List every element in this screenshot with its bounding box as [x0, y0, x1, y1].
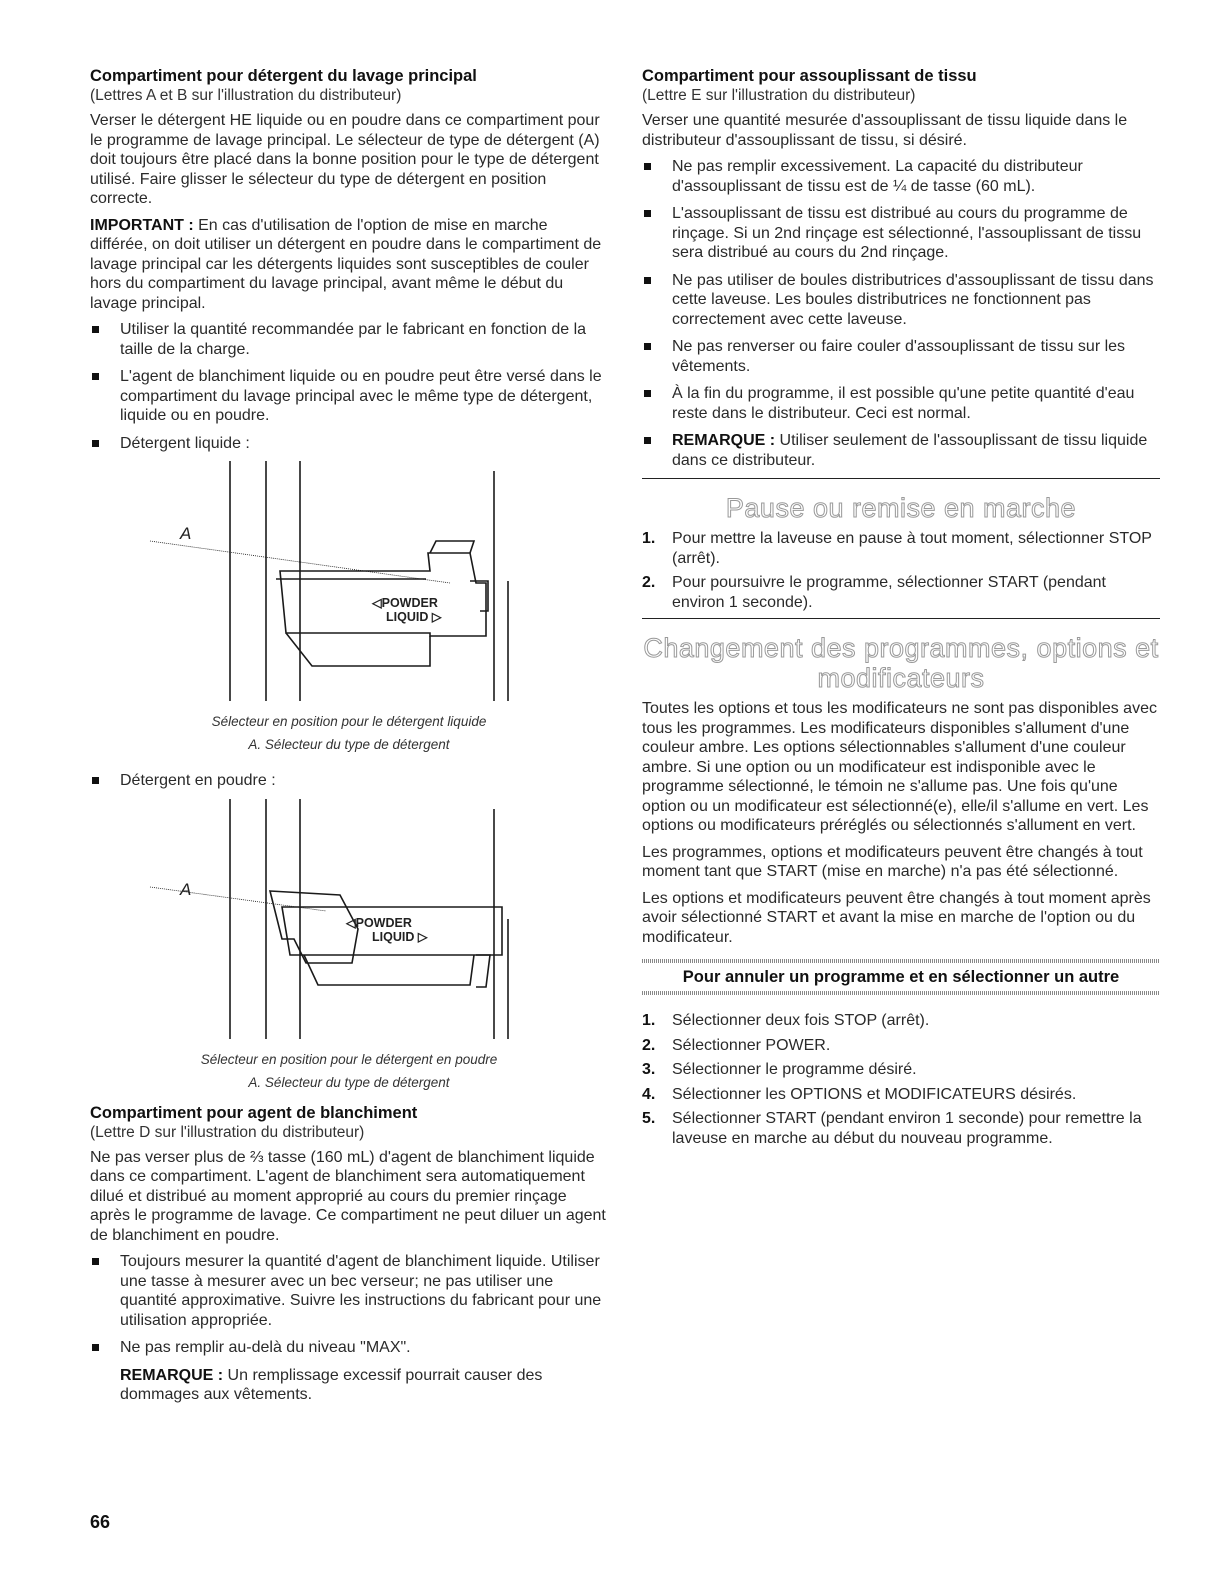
pause-heading: Pause ou remise en marche [725, 493, 1077, 523]
change-paragraph-1: Toutes les options et tous les modificateurs ne sont pas disponibles avec tous les programmes. Les modificateurs disponibles s'allument d'une couleur ambre. Les options sélectionnables s'allument d'une couleur ambre. Si une option ou un modificateur est indisponible avec le programme sélectionné, le témoin ne s'allume pas. Une fois qu'une option ou un modificateur est sélectionné(e), elle/il s'allume en vert. Les options ou modificateurs préréglés ou sélectionnés s'allument en vert. [642, 700, 1157, 834]
list-item: Détergent liquide : [90, 434, 608, 454]
step-text: Sélectionner deux fois STOP (arrêt). [672, 1012, 930, 1029]
bleach-paragraph: Ne pas verser plus de ⅔ tasse (160 mL) d'agent de blanchiment liquide dans ce compartiment. L'agent de blanchiment sera automatiquement dilué et distribué au moment approprié au cours du premier rinçage après le programme de lavage. Ce compartiment ne peut diluer un agent de blanchiment en poudre. [90, 1148, 606, 1244]
main-wash-title: Compartiment pour détergent du lavage principal [90, 67, 477, 85]
list-item: Toujours mesurer la quantité d'agent de blanchiment liquide. Utiliser une tasse à mesurer avec un bec verseur; ne pas utiliser une quantité approximative. Suivre les instructions du fabricant pour une utilisation appropriée. [90, 1252, 608, 1330]
list-item: Utiliser la quantité recommandée par le fabricant en fonction de la taille de la charge. [90, 320, 608, 359]
remark-text: Utiliser seulement de l'assouplissant de tissu liquide dans ce distributeur. [672, 432, 1148, 469]
figure-legend: A. Sélecteur du type de détergent [248, 1074, 450, 1090]
list-item: Détergent en poudre : [90, 771, 608, 791]
liquid-position-figure [90, 461, 608, 753]
list-item: À la fin du programme, il est possible qu'une petite quantité d'eau reste dans le distributeur. Ceci est normal. [642, 384, 1160, 423]
step-number: 2. [642, 574, 656, 591]
important-paragraph [90, 216, 608, 314]
powder-position-figure [90, 799, 608, 1091]
change-heading-line2: modificateurs [817, 663, 985, 693]
bleach-bullets [90, 1252, 608, 1358]
figure-legend: A. Sélecteur du type de détergent [248, 737, 450, 752]
step-text: Sélectionner les OPTIONS et MODIFICATEURS désirés. [672, 1085, 1077, 1103]
bleach-subtitle: (Lettre D sur l'illustration du distributeur) [90, 1123, 365, 1141]
step-number: 4. [642, 1085, 656, 1103]
label-a: A [180, 879, 192, 899]
list-item [642, 1060, 1160, 1080]
step-number: 2. [642, 1036, 656, 1054]
main-wash-bullets [90, 320, 608, 453]
cancel-steps [642, 1011, 1160, 1148]
section-divider [642, 618, 1160, 619]
list-item [642, 1109, 1160, 1148]
list-item [642, 1085, 1160, 1105]
remark-label: REMARQUE : [672, 432, 776, 449]
step-number: 3. [642, 1061, 656, 1078]
softener-title: Compartiment pour assouplissant de tissu [642, 67, 977, 85]
page-number: 66 [90, 1512, 111, 1532]
step-text: Sélectionner POWER. [672, 1036, 831, 1054]
important-label: IMPORTANT : [90, 216, 194, 234]
softener-bullets [642, 157, 1160, 470]
list-item [642, 431, 1160, 470]
step-number: 1. [642, 1012, 656, 1029]
liquid-label: LIQUID ▷ [372, 929, 428, 944]
bleach-title: Compartiment pour agent de blanchiment [90, 1103, 418, 1122]
change-heading-line1: Changement des programmes, options et [643, 633, 1159, 663]
liquid-label: LIQUID ▷ [386, 610, 442, 624]
step-text: Pour mettre la laveuse en pause à tout moment, sélectionner STOP (arrêt). [672, 530, 1152, 567]
cancel-program-subhead: Pour annuler un programme et en sélectionner un autre [682, 968, 1120, 986]
subhead-rule-bottom [642, 991, 1160, 995]
list-item: Ne pas remplir au-delà du niveau "MAX". [90, 1338, 608, 1358]
step-text: Sélectionner le programme désiré. [672, 1061, 917, 1078]
section-divider [642, 478, 1160, 479]
powder-label: ◁POWDER [346, 915, 412, 930]
subhead-rule-top [642, 959, 1160, 963]
change-paragraph-3: Les options et modificateurs peuvent être changés à tout moment après avoir sélectionné START et avant la mise en marche de l'option ou du modificateur. [642, 889, 1151, 946]
list-item [642, 529, 1160, 568]
important-text: En cas d'utilisation de l'option de mise en marche différée, on doit utiliser un détergent en poudre dans le compartiment de lavage principal car les détergents liquides sont susceptibles de couler hors du compartiment du lavage principal, avant même le début du lavage principal. [90, 216, 602, 312]
list-item: Ne pas remplir excessivement. La capacité du distributeur d'assouplissant de tissu est de ¼ de tasse (60 mL). [642, 157, 1160, 196]
step-number: 1. [642, 530, 656, 547]
label-a: A [180, 524, 192, 543]
softener-subtitle: (Lettre E sur l'illustration du distributeur) [642, 87, 916, 104]
list-item: L'assouplissant de tissu est distribué au cours du programme de rinçage. Si un 2nd rinçage est sélectionné, l'assouplissant de tissu sera distribué au cours du 2nd rinçage. [642, 204, 1160, 263]
main-wash-paragraph: Verser le détergent HE liquide ou en poudre dans ce compartiment pour le programme de lavage principal. Le sélecteur de type de détergent (A) doit toujours être placé dans la bonne position pour le type de détergent utilisé. Faire glisser le sélecteur du type de détergent en position correcte. [90, 112, 600, 207]
change-paragraph-2: Les programmes, options et modificateurs peuvent être changés à tout moment tant que START (mise en marche) n'a pas été sélectionné. [642, 843, 1143, 880]
powder-label: ◁POWDER [372, 596, 438, 610]
powder-bullet [90, 771, 608, 791]
figure-caption: Sélecteur en position pour le détergent liquide [211, 714, 487, 729]
dispenser-liquid-illustration [90, 461, 608, 711]
main-wash-subtitle: (Lettres A et B sur l'illustration du distributeur) [90, 87, 402, 104]
list-item: L'agent de blanchiment liquide ou en poudre peut être versé dans le compartiment du lavage principal avec le même type de détergent, liquide ou en poudre. [90, 367, 608, 426]
step-number: 5. [642, 1110, 656, 1127]
figure-caption: Sélecteur en position pour le détergent en poudre [200, 1051, 498, 1067]
remark-label: REMARQUE : [120, 1366, 224, 1384]
list-item [642, 1036, 1160, 1056]
remark-text: Un remplissage excessif pourrait causer des dommages aux vêtements. [120, 1366, 543, 1403]
softener-paragraph: Verser une quantité mesurée d'assouplissant de tissu liquide dans le distributeur d'assouplissant de tissu, si désiré. [642, 112, 1128, 149]
bleach-remark [90, 1366, 608, 1405]
step-text: Sélectionner START (pendant environ 1 seconde) pour remettre la laveuse en marche au début du nouveau programme. [672, 1110, 1142, 1147]
left-column [90, 66, 608, 1412]
list-item [642, 573, 1160, 612]
list-item [642, 1011, 1160, 1031]
right-column [642, 66, 1160, 1153]
list-item: Ne pas renverser ou faire couler d'assouplissant de tissu sur les vêtements. [642, 337, 1160, 376]
list-item: Ne pas utiliser de boules distributrices d'assouplissant de tissu dans cette laveuse. Les boules distributrices ne fonctionnent pas correctement avec cette laveuse. [642, 271, 1160, 330]
step-text: Pour poursuivre le programme, sélectionner START (pendant environ 1 seconde). [672, 574, 1106, 611]
pause-steps [642, 529, 1160, 612]
dispenser-powder-illustration [90, 799, 608, 1049]
